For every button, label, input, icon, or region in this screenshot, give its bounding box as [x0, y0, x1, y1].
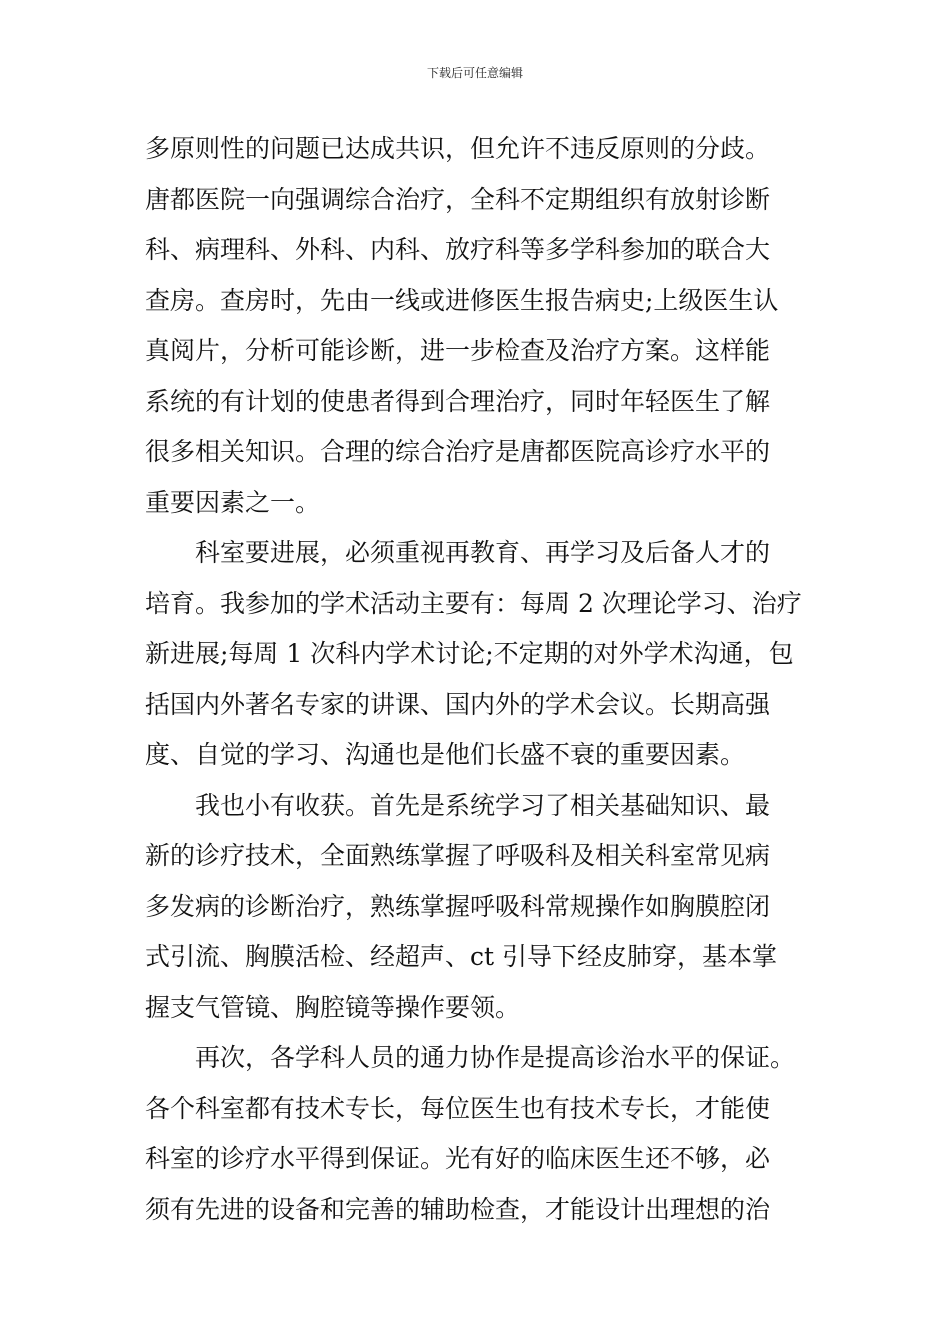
text-line: 多发病的诊断治疗，熟练掌握呼吸科常规操作如胸膜腔闭	[145, 891, 771, 921]
text-line: 唐都医院一向强调综合治疗，全科不定期组织有放射诊断	[145, 184, 771, 214]
text-line: 各个科室都有技术专长，每位医生也有技术专长，才能使	[145, 1093, 771, 1123]
text-line: 科室的诊疗水平得到保证。光有好的临床医生还不够，必	[145, 1144, 771, 1173]
paragraph-first-line: 再次，各学科人员的通力协作是提高诊治水平的保证。	[195, 1043, 796, 1072]
text-line: 新进展;每周 1 次科内学术讨论;不定期的对外学术沟通，包	[145, 639, 794, 668]
page-header: 下载后可任意编辑	[426, 66, 523, 80]
text-line: 培育。我参加的学术活动主要有：每周 2 次理论学习、治疗	[145, 588, 802, 618]
text-line: 新的诊疗技术，全面熟练掌握了呼吸科及相关科室常见病	[145, 841, 771, 870]
text-line: 查房。查房时，先由一线或进修医生报告病史;上级医生认	[145, 285, 779, 315]
text-line: 重要因素之一。	[145, 487, 321, 517]
paragraph-first-line: 科室要进展，必须重视再教育、再学习及后备人才的	[195, 538, 771, 567]
body-text	[145, 124, 825, 1235]
text-line: 系统的有计划的使患者得到合理治疗，同时年轻医生了解	[145, 386, 771, 416]
text-line: 科、病理科、外科、内科、放疗科等多学科参加的联合大	[145, 235, 771, 264]
text-line: 须有先进的设备和完善的辅助检查，才能设计出理想的治	[145, 1194, 771, 1224]
text-line: 很多相关知识。合理的综合治疗是唐都医院高诊疗水平的	[145, 437, 771, 466]
text-line: 真阅片，分析可能诊断，进一步检查及治疗方案。这样能	[145, 336, 771, 365]
text-line: 括国内外著名专家的讲课、国内外的学术会议。长期高强	[145, 689, 771, 719]
text-line: 度、自觉的学习、沟通也是他们长盛不衰的重要因素。	[145, 740, 746, 769]
paragraph-first-line: 我也小有收获。首先是系统学习了相关基础知识、最	[195, 790, 771, 820]
text-line: 多原则性的问题已达成共识，但允许不违反原则的分歧。	[145, 134, 771, 163]
text-line: 式引流、胸膜活检、经超声、ct 引导下经皮肺穿，基本掌	[145, 942, 777, 971]
text-line: 握支气管镜、胸腔镜等操作要领。	[145, 992, 521, 1022]
